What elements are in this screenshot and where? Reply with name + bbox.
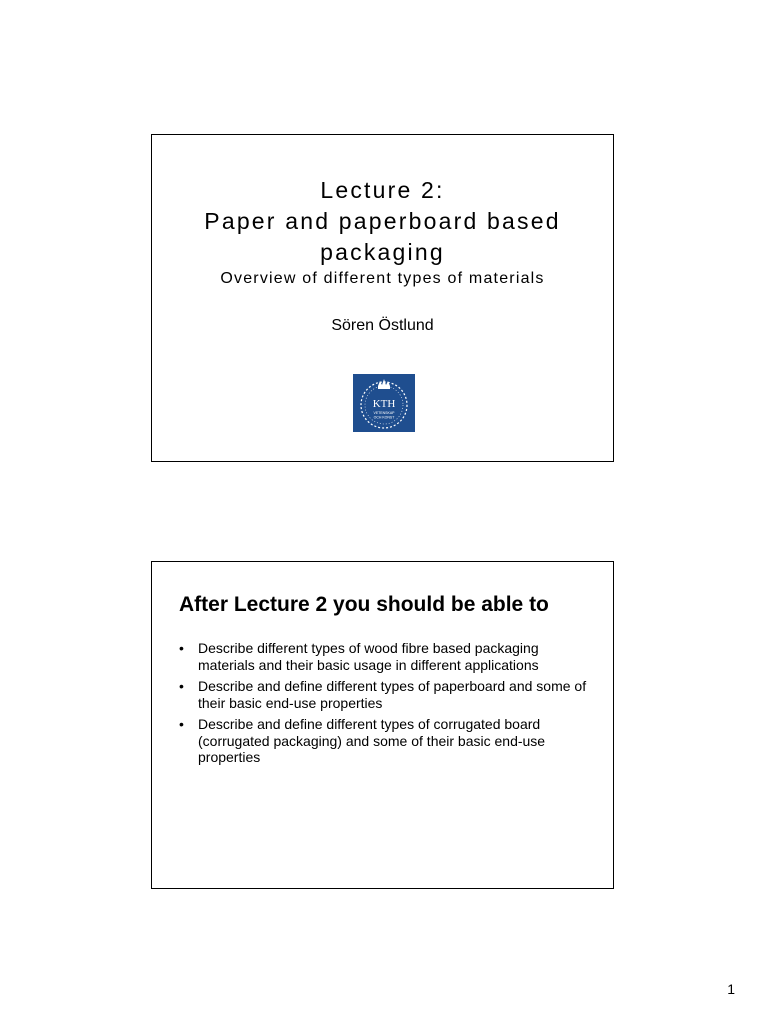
objectives-list bbox=[179, 640, 589, 771]
kth-logo bbox=[353, 374, 415, 432]
author-name: Sören Östlund bbox=[331, 317, 434, 334]
lecture-subtitle: Overview of different types of materials bbox=[220, 270, 545, 287]
title-line-2: Paper and paperboard based bbox=[204, 208, 561, 234]
list-item bbox=[179, 716, 589, 766]
svg-text:VETENSKAP: VETENSKAP bbox=[373, 411, 395, 415]
list-item bbox=[179, 678, 589, 711]
page-number: 1 bbox=[727, 981, 735, 997]
list-item bbox=[179, 640, 589, 673]
title-line-1: Lecture 2: bbox=[320, 177, 445, 203]
title-line-3: packaging bbox=[320, 239, 445, 265]
bullet-icon: • bbox=[179, 678, 184, 694]
slide-title bbox=[151, 134, 614, 462]
lecture-title bbox=[152, 175, 613, 268]
list-item-text: Describe and define different types of corrugated board (corrugated packaging) and some of their basic end-use properties bbox=[198, 716, 546, 765]
svg-text:OCH KONST: OCH KONST bbox=[373, 415, 395, 420]
list-item-text: Describe different types of wood fibre based packaging materials and their basic usage in different applications bbox=[198, 640, 539, 673]
bullet-icon: • bbox=[179, 640, 184, 656]
kth-seal-icon bbox=[353, 374, 415, 432]
bullet-icon: • bbox=[179, 716, 184, 732]
slide-objectives bbox=[151, 561, 614, 889]
logo-text: KTH bbox=[372, 398, 396, 410]
objectives-heading: After Lecture 2 you should be able to bbox=[179, 593, 549, 616]
list-item-text: Describe and define different types of paperboard and some of their basic end-use properties bbox=[198, 678, 587, 711]
